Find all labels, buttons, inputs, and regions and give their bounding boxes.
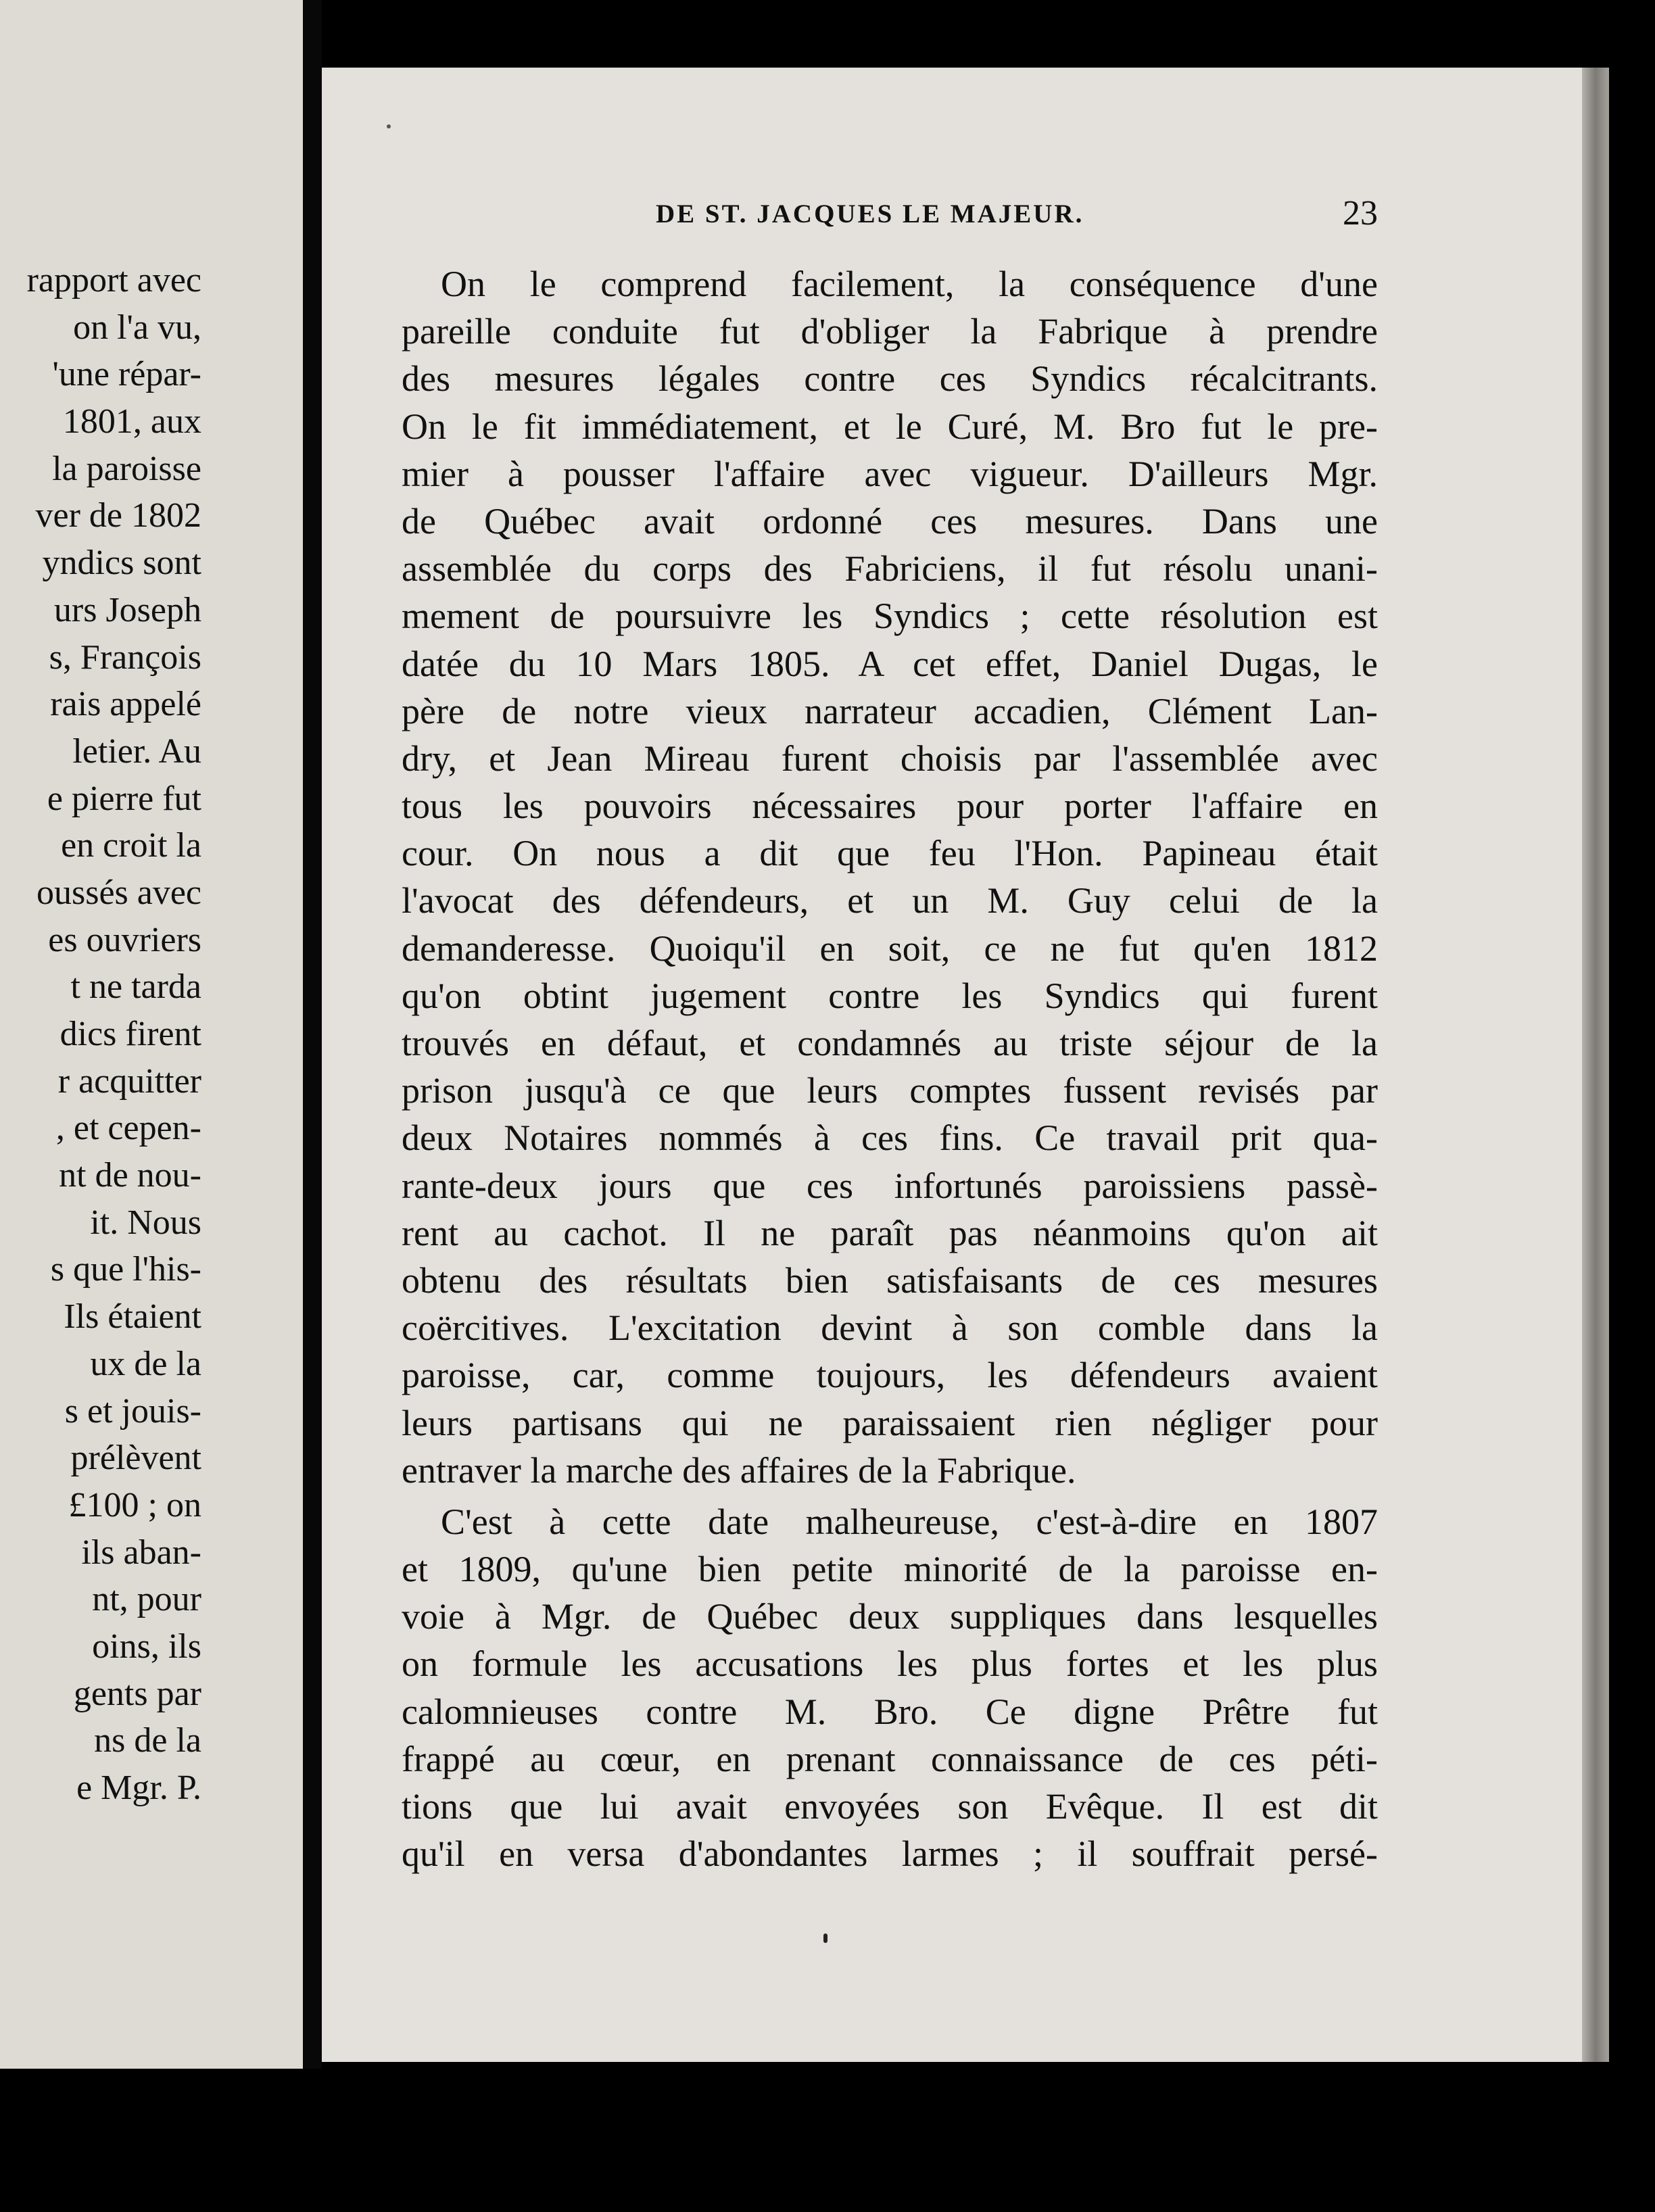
text-line: entraver la marche des affaires de la Fabrique. xyxy=(402,1449,1076,1491)
left-page-line: 'une répar- xyxy=(52,355,201,394)
left-page-line: en croit la xyxy=(61,826,201,865)
text-line: mement de poursuivre les Syndics ; cette résolution est xyxy=(402,596,1378,637)
ink-speck xyxy=(387,124,391,128)
text-line: assemblée du corps des Fabriciens, il fut résolu unani- xyxy=(402,548,1378,590)
left-page-line: oins, ils xyxy=(92,1627,201,1666)
text-line: de Québec avait ordonné ces mesures. Dans une xyxy=(402,500,1378,542)
left-page-line: £100 ; on xyxy=(68,1485,201,1524)
left-page-line: ux de la xyxy=(90,1344,201,1383)
text-line: pareille conduite fut d'obliger la Fabrique à prendre xyxy=(402,311,1378,352)
book-gutter xyxy=(303,0,322,2069)
left-page-line: ils aban- xyxy=(81,1533,201,1572)
text-line: qu'on obtint jugement contre les Syndics qui furent xyxy=(402,975,1378,1016)
left-page-line: letier. Au xyxy=(72,731,201,771)
text-line: leurs partisans qui ne paraissaient rien négliger pour xyxy=(402,1402,1378,1443)
left-page-line: prélèvent xyxy=(70,1439,201,1478)
text-line: calomnieuses contre M. Bro. Ce digne Prêtre fut xyxy=(402,1691,1378,1732)
text-line: père de notre vieux narrateur accadien, Clément Lan- xyxy=(402,690,1378,731)
text-line: paroisse, car, comme toujours, les défendeurs avaient xyxy=(402,1355,1378,1396)
left-page-text xyxy=(0,257,201,1812)
paragraph-1 xyxy=(402,260,1378,1494)
text-line: coërcitives. L'excitation devint à son comble dans la xyxy=(402,1307,1378,1349)
page-edge xyxy=(1582,68,1609,2062)
paragraph-2 xyxy=(402,1498,1378,1878)
text-line: frappé au cœur, en prenant connaissance de ces péti- xyxy=(402,1738,1378,1779)
text-line: tions que lui avait envoyées son Evêque. Il est dit xyxy=(402,1786,1378,1827)
left-page-line: dics firent xyxy=(59,1015,201,1053)
left-page-line: la paroisse xyxy=(52,449,201,488)
left-page-line: , et cepen- xyxy=(55,1109,201,1148)
text-line: l'avocat des défendeurs, et un M. Guy celui de la xyxy=(402,880,1378,921)
text-line: trouvés en défaut, et condamnés au triste séjour de la xyxy=(402,1023,1378,1063)
left-page-line: ns de la xyxy=(94,1721,201,1760)
text-line: tous les pouvoirs nécessaires pour porter l'affaire en xyxy=(402,786,1378,827)
left-page-line: rais appelé xyxy=(50,685,201,724)
page-header xyxy=(656,196,1378,243)
text-line: obtenu des résultats bien satisfaisants de ces mesures xyxy=(402,1259,1378,1301)
left-page xyxy=(0,0,303,2069)
text-line: deux Notaires nommés à ces fins. Ce travail prit qua- xyxy=(402,1117,1378,1159)
text-line: des mesures légales contre ces Syndics récalcitrants. xyxy=(402,358,1378,400)
page-number: 23 xyxy=(1343,194,1378,233)
left-page-line: t ne tarda xyxy=(70,967,201,1007)
left-page-line: nt de nou- xyxy=(59,1156,201,1195)
text-line: dry, et Jean Mireau furent choisis par l'assemblée avec xyxy=(402,738,1378,779)
text-line: demanderesse. Quoiqu'il en soit, ce ne fut qu'en 1812 xyxy=(402,928,1378,969)
text-line: datée du 10 Mars 1805. A cet effet, Daniel Dugas, le xyxy=(402,643,1378,684)
text-line: voie à Mgr. de Québec deux suppliques dans lesquelles xyxy=(402,1596,1378,1637)
text-line: rent au cachot. Il ne paraît pas néanmoins qu'on ait xyxy=(402,1212,1378,1253)
left-page-line: rapport avec xyxy=(26,261,201,299)
left-page-line: gents par xyxy=(73,1674,201,1713)
text-line: mier à pousser l'affaire avec vigueur. D'ailleurs Mgr. xyxy=(402,453,1378,494)
left-page-line: 1801, aux xyxy=(62,402,201,441)
left-page-line: s et jouis- xyxy=(64,1391,201,1430)
left-page-line: nt, pour xyxy=(92,1580,201,1619)
left-page-line: on l'a vu, xyxy=(73,308,201,347)
text-line: On le comprend facilement, la conséquence d'une xyxy=(441,264,1378,304)
left-page-line: it. Nous xyxy=(90,1203,201,1242)
left-page-line: Ils étaient xyxy=(64,1297,201,1337)
running-head: DE ST. JACQUES LE MAJEUR. xyxy=(656,199,1084,229)
left-page-line: e pierre fut xyxy=(47,779,201,818)
text-line: On le fit immédiatement, et le Curé, M. Bro fut le pre- xyxy=(402,406,1378,447)
left-page-line: yndics sont xyxy=(42,544,201,583)
text-line: on formule les accusations les plus fortes et les plus xyxy=(402,1643,1378,1685)
text-line: prison jusqu'à ce que leurs comptes fussent revisés par xyxy=(402,1070,1378,1111)
text-line: et 1809, qu'une bien petite minorité de la paroisse en- xyxy=(402,1549,1378,1590)
ink-speck xyxy=(823,1933,828,1943)
left-page-line: es ouvriers xyxy=(48,920,201,959)
left-page-line: ver de 1802 xyxy=(35,496,201,535)
body-text xyxy=(402,260,1378,1877)
left-page-line: e Mgr. P. xyxy=(76,1769,201,1807)
left-page-line: r acquitter xyxy=(57,1061,201,1101)
left-page-line: s, François xyxy=(49,638,201,677)
text-line: cour. On nous a dit que feu l'Hon. Papineau était xyxy=(402,833,1378,874)
left-page-line: s que l'his- xyxy=(50,1250,201,1289)
left-page-line: urs Joseph xyxy=(53,590,201,629)
text-line: qu'il en versa d'abondantes larmes ; il souffrait persé- xyxy=(402,1833,1378,1875)
text-line: C'est à cette date malheureuse, c'est-à-dire en 1807 xyxy=(441,1501,1378,1542)
left-page-line: oussés avec xyxy=(36,873,201,912)
text-line: rante-deux jours que ces infortunés paroissiens passè- xyxy=(402,1165,1378,1206)
